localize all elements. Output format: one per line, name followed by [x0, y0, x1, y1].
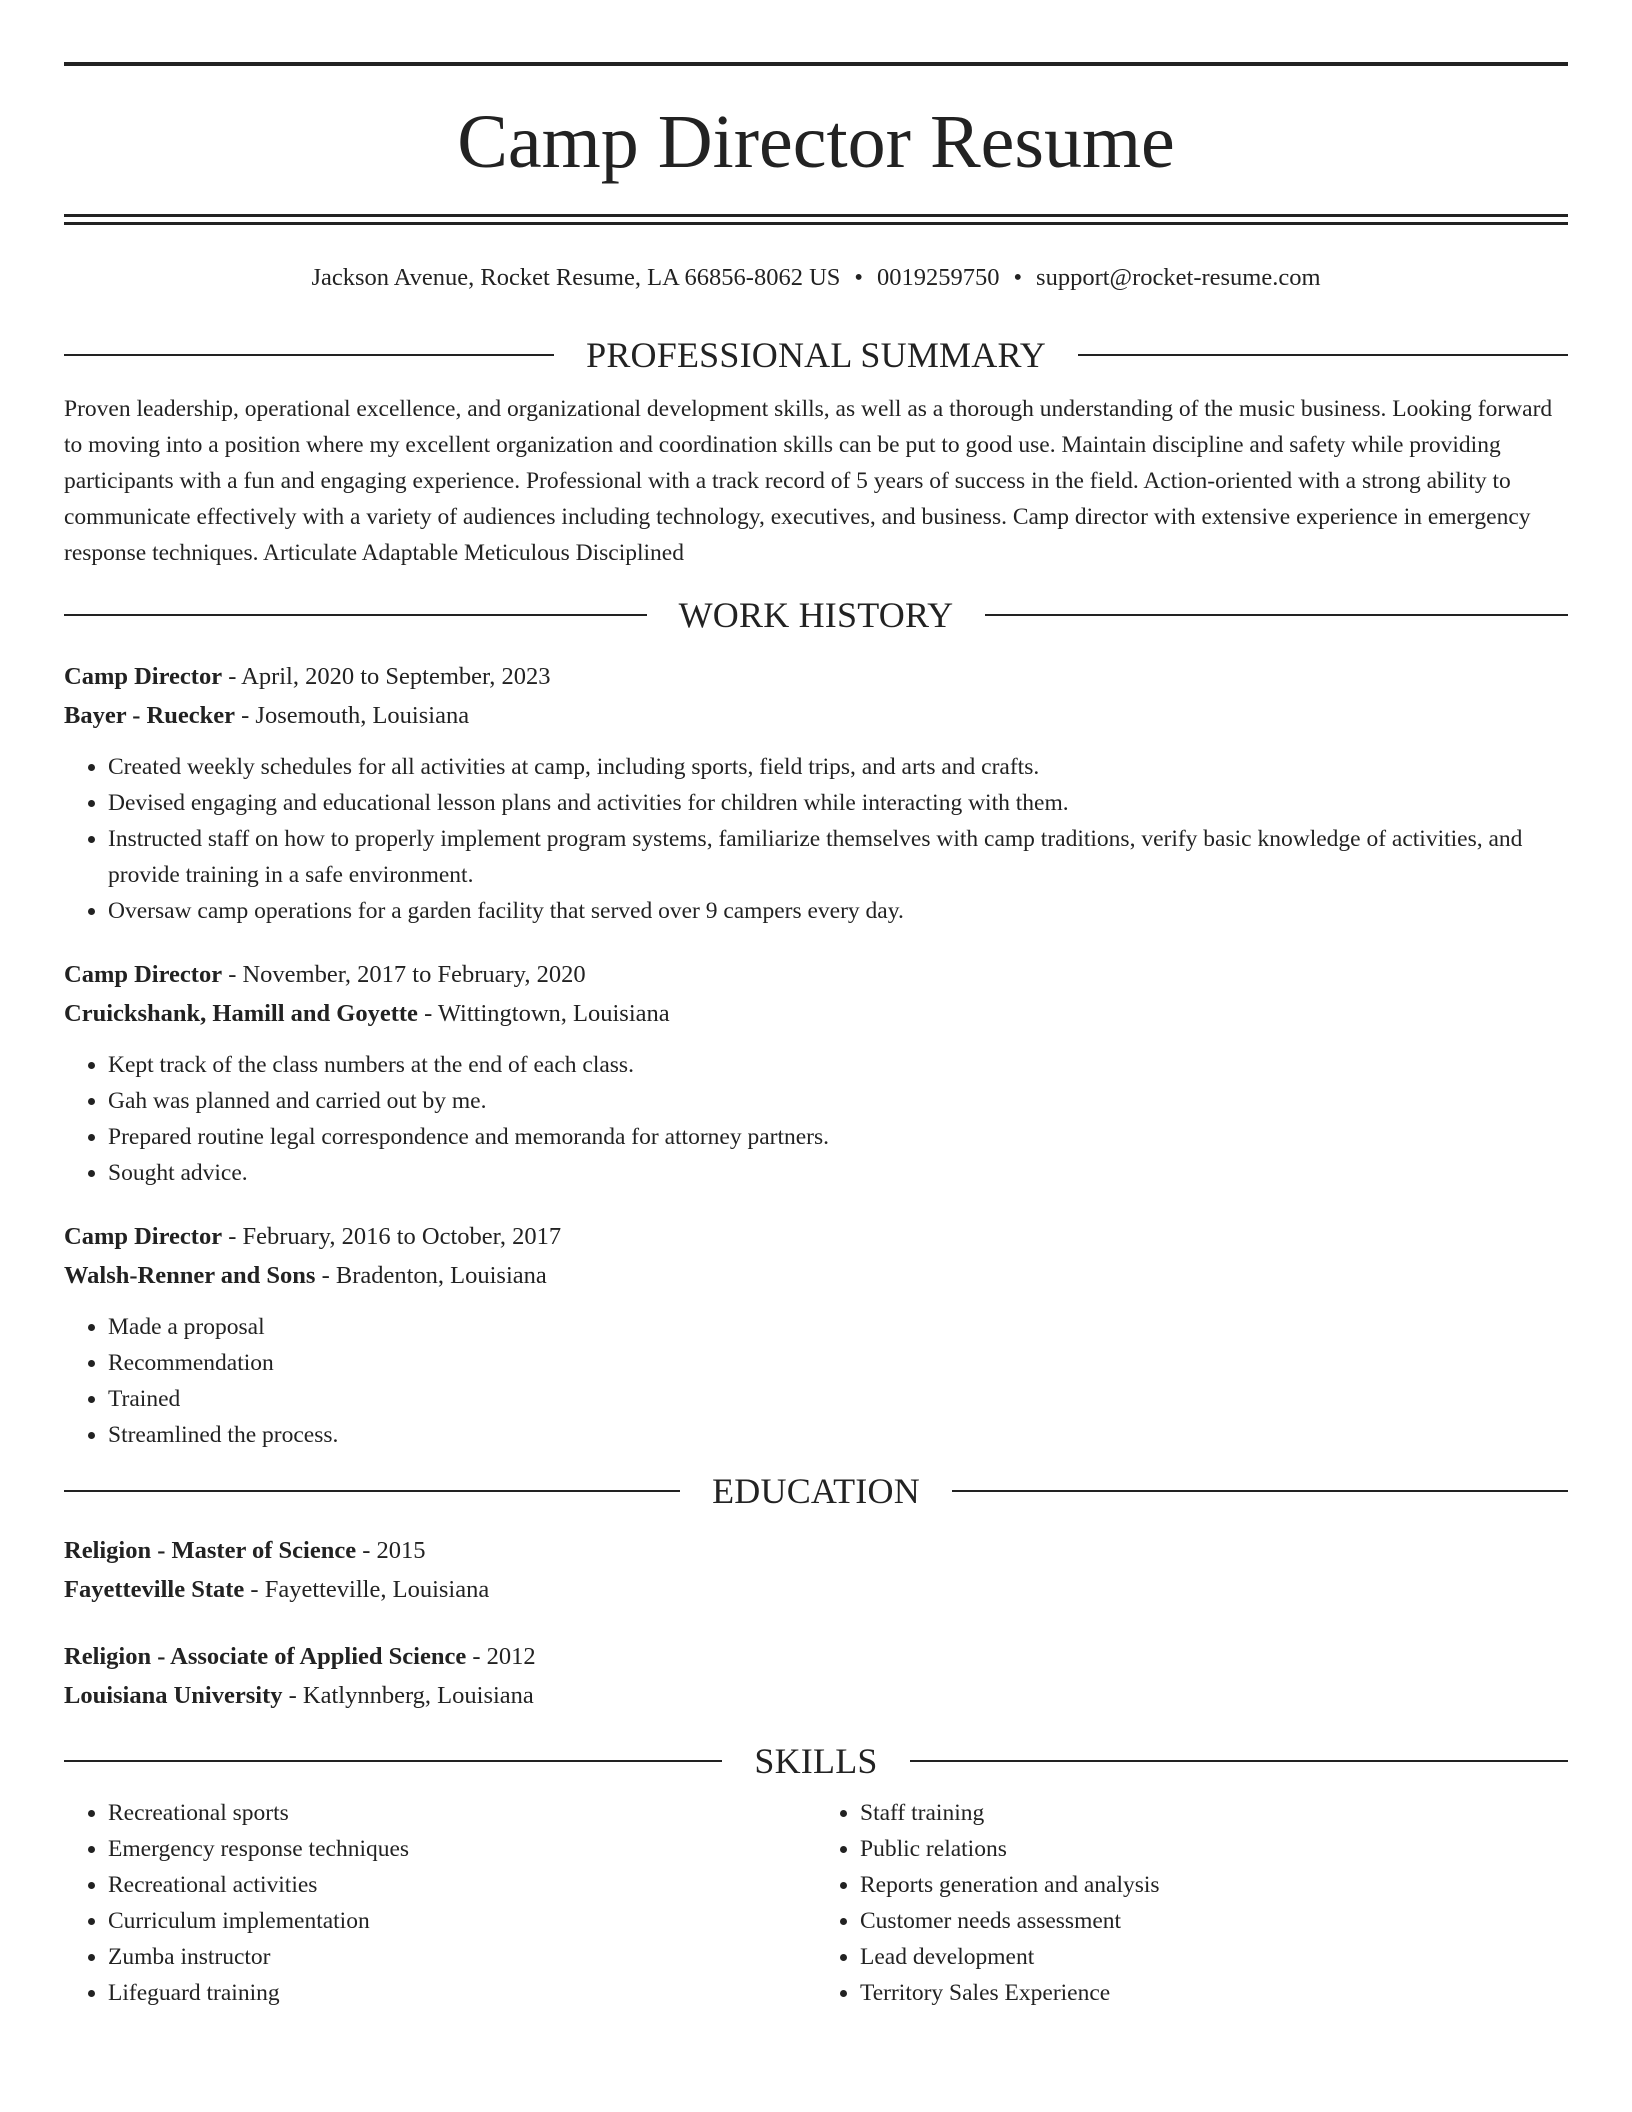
- job-company: Bayer - Ruecker: [64, 702, 235, 729]
- job-company: Walsh-Renner and Sons: [64, 1262, 316, 1289]
- education-school-line: [64, 1676, 1568, 1715]
- job-bullet: • Prepared routine legal correspondence and memoranda for attorney partners.: [108, 1119, 1568, 1155]
- education-degree-line: [64, 1637, 1568, 1676]
- heading-rule: [910, 1760, 1568, 1762]
- job-company: Cruickshank, Hamill and Goyette: [64, 1000, 418, 1027]
- skill-item: • Recreational sports: [108, 1795, 816, 1831]
- heading-rule: [64, 354, 554, 356]
- education-entry: [64, 1531, 1568, 1609]
- heading-rule: [985, 614, 1568, 616]
- job-bullet: • Streamlined the process.: [108, 1417, 1568, 1453]
- skill-item: • Lifeguard training: [108, 1975, 816, 2011]
- education-school: Louisiana University: [64, 1682, 283, 1709]
- section-label: SKILLS: [754, 1741, 878, 1781]
- job-title: Camp Director: [64, 961, 223, 988]
- contact-phone: 0019259750: [876, 264, 1000, 291]
- skill-item: • Recreational activities: [108, 1867, 816, 1903]
- job-bullets: [64, 749, 1568, 929]
- job-bullets: [64, 1047, 1568, 1191]
- section-label: WORK HISTORY: [678, 595, 954, 635]
- education-year: - 2015: [356, 1537, 426, 1564]
- skill-item: • Customer needs assessment: [860, 1903, 1568, 1939]
- education-location: - Katlynnberg, Louisiana: [282, 1682, 534, 1709]
- job-bullet: • Kept track of the class numbers at the end of each class.: [108, 1047, 1568, 1083]
- resume-title: Camp Director Resume: [457, 100, 1175, 184]
- job-bullet: • Made a proposal: [108, 1309, 1568, 1345]
- job-bullet: • Trained: [108, 1381, 1568, 1417]
- heading-rule: [952, 1490, 1568, 1492]
- contact-address: Jackson Avenue, Rocket Resume, LA 66856-8062 US: [311, 264, 841, 291]
- education-school: Fayetteville State: [64, 1576, 245, 1603]
- job-company-line: [64, 696, 1568, 735]
- skill-item: • Staff training: [860, 1795, 1568, 1831]
- job-bullets: [64, 1309, 1568, 1453]
- education-year: - 2012: [466, 1643, 536, 1670]
- job-bullet: • Oversaw camp operations for a garden facility that served over 9 campers every day.: [108, 893, 1568, 929]
- job-entry: [64, 1217, 1568, 1453]
- skills-list-right: [816, 1795, 1568, 2011]
- education-location: - Fayetteville, Louisiana: [244, 1576, 490, 1603]
- contact-line: [64, 261, 1568, 295]
- section-heading-education: [64, 1469, 1568, 1513]
- section-heading-skills: [64, 1739, 1568, 1783]
- job-bullet: • Gah was planned and carried out by me.: [108, 1083, 1568, 1119]
- skill-item: • Territory Sales Experience: [860, 1975, 1568, 2011]
- job-company-line: [64, 1256, 1568, 1295]
- heading-rule: [64, 1490, 680, 1492]
- top-rule: [64, 62, 1568, 66]
- job-company-line: [64, 994, 1568, 1033]
- job-dates: - April, 2020 to September, 2023: [222, 663, 551, 690]
- skill-item: • Reports generation and analysis: [860, 1867, 1568, 1903]
- work-history-list: [64, 657, 1568, 1453]
- section-heading-work: [64, 593, 1568, 637]
- job-title-line: [64, 657, 1568, 696]
- job-bullet: • Created weekly schedules for all activities at camp, including sports, field trips, and arts and crafts.: [108, 749, 1568, 785]
- contact-separator: •: [1013, 264, 1023, 291]
- job-title-line: [64, 955, 1568, 994]
- section-heading-summary: [64, 333, 1568, 377]
- skills-list-left: [64, 1795, 816, 2011]
- job-bullet: • Recommendation: [108, 1345, 1568, 1381]
- job-title: Camp Director: [64, 1223, 223, 1250]
- heading-rule: [64, 614, 647, 616]
- heading-rule: [1078, 354, 1568, 356]
- job-location: - Bradenton, Louisiana: [315, 1262, 547, 1289]
- skill-item: • Zumba instructor: [108, 1939, 816, 1975]
- job-bullet: • Devised engaging and educational lesson plans and activities for children while interacting with them.: [108, 785, 1568, 821]
- section-label: EDUCATION: [712, 1471, 920, 1511]
- education-degree: Religion - Master of Science: [64, 1537, 357, 1564]
- education-entry: [64, 1637, 1568, 1715]
- title-double-rule: [64, 214, 1568, 225]
- summary-text: Proven leadership, operational excellence, and organizational development skills, as well as a thorough understanding of the music business. Looking forward to moving into a position where my excellent organization and coordination skills can be put to good use. Maintain discipline and safety while providing participants with a fun and engaging experience. Professional with a track record of 5 years of success in the field. Action-oriented with a strong ability to communicate effectively with a variety of audiences including technology, executives, and business. Camp director with extensive experience in emergency response techniques. Articulate Adaptable Meticulous Disciplined: [64, 396, 1553, 566]
- section-label: PROFESSIONAL SUMMARY: [586, 335, 1046, 375]
- job-dates: - February, 2016 to October, 2017: [222, 1223, 562, 1250]
- job-dates: - November, 2017 to February, 2020: [222, 961, 586, 988]
- education-degree: Religion - Associate of Applied Science: [64, 1643, 467, 1670]
- job-entry: [64, 657, 1568, 929]
- contact-separator: •: [854, 264, 863, 291]
- job-location: - Josemouth, Louisiana: [235, 702, 470, 729]
- job-bullet: • Instructed staff on how to properly implement program systems, familiarize themselves with camp traditions, verify basic knowledge of activities, and provide training in a safe environment.: [108, 821, 1568, 893]
- job-title: Camp Director: [64, 663, 223, 690]
- skills-columns: [64, 1795, 1568, 2011]
- education-school-line: [64, 1570, 1568, 1609]
- contact-email: support@rocket-resume.com: [1036, 264, 1321, 291]
- skill-item: • Lead development: [860, 1939, 1568, 1975]
- education-degree-line: [64, 1531, 1568, 1570]
- skill-item: • Public relations: [860, 1831, 1568, 1867]
- skill-item: • Emergency response techniques: [108, 1831, 816, 1867]
- job-entry: [64, 955, 1568, 1191]
- job-bullet: • Sought advice.: [108, 1155, 1568, 1191]
- skill-item: • Curriculum implementation: [108, 1903, 816, 1939]
- job-location: - Wittingtown, Louisiana: [417, 1000, 670, 1027]
- heading-rule: [64, 1760, 722, 1762]
- job-title-line: [64, 1217, 1568, 1256]
